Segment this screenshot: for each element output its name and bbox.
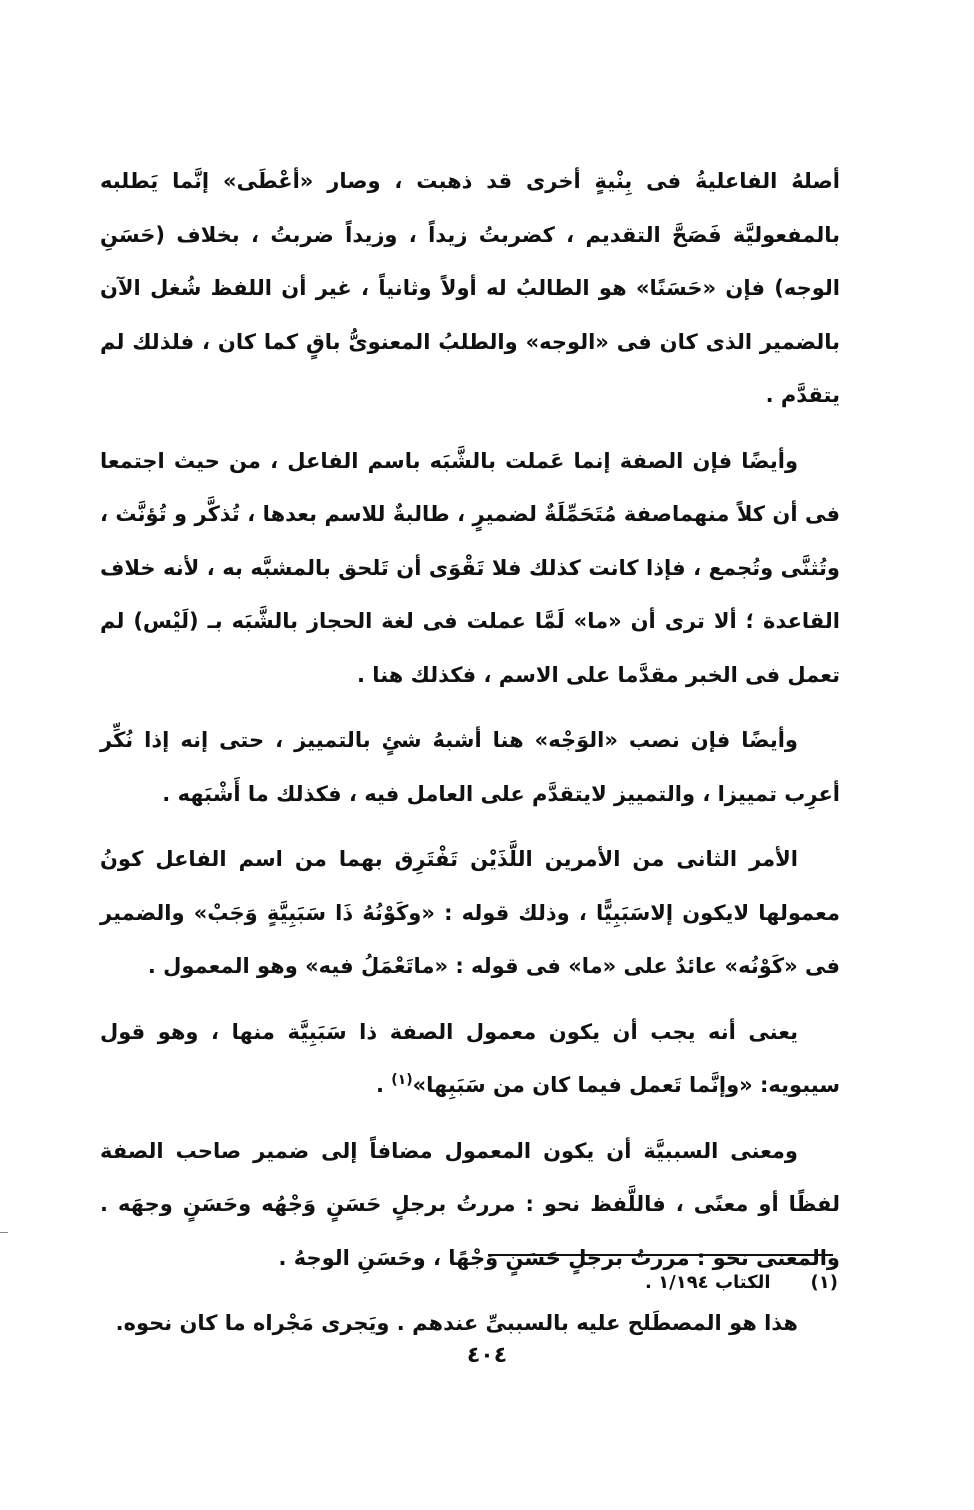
footnote-divider bbox=[488, 1254, 833, 1256]
main-text bbox=[100, 155, 840, 1363]
paragraph-4: الأمر الثانى من الأمرين اللَّذَيْن تَفْتَرِق بهما من اسم الفاعل كونُ معمولها لايكون إلاسَبَبِيًّا ، وذلك قوله : «وكَوْنُهُ ذَا سَبَبِيَّةٍ وَجَبْ» والضمير فى «كَوْنُه» عائدٌ على «ما» فى قوله : «ماتَعْمَلُ فيه» وهو المعمول . bbox=[100, 847, 840, 978]
footnote-reference[interactable]: (١) bbox=[391, 1072, 413, 1088]
paragraph-3: وأيضًا فإن نصب «الوَجْه» هنا أشبهُ شئٍ بالتمييز ، حتى إنه إذا نُكِّر أعرِب تمييزا ، والتمييز لايتقدَّم على العامل فيه ، فكذلك ما أَشْبَهه . bbox=[100, 728, 840, 806]
page-number: ٤٠٤ bbox=[466, 1343, 508, 1368]
paragraph-6: ومعنى السببيَّة أن يكون المعمول مضافاً إلى ضمير صاحب الصفة لفظًا أو معنًى ، فاللَّفظ نحو : مررتُ برجلٍ حَسَنٍ وَجْهُه وحَسَنٍ وجهَه . والمعنى نحو : مررتُ برجلٍ حَسَنٍ وَجْهًا ، وحَسَنِ الوجهُ . bbox=[100, 1138, 840, 1270]
footnote-text: الكتاب ١/١٩٤ . bbox=[645, 1272, 771, 1293]
scan-mark bbox=[0, 1232, 8, 1233]
paragraph-5-end: . bbox=[375, 1073, 392, 1097]
paragraph-5-text: يعنى أنه يجب أن يكون معمول الصفة ذا سَبَبِيَّة منها ، وهو قول سيبويه: «وإنَّما تَعمل فيما كان من سَبَبِها» bbox=[100, 1019, 840, 1097]
footnote-mark: (١) bbox=[810, 1272, 838, 1293]
paragraph-5 bbox=[100, 1006, 840, 1113]
paragraph-1: أصلهُ الفاعليةُ فى بِنْيةٍ أخرى قد ذهبت ، وصار «أعْطَى» إنَّما يَطلبه بالمفعوليَّة فَصَحَّ التقديم ، كضربتُ زيداً ، وزيداً ضربتُ ، بخلاف (حَسَنِ الوجه) فإن «حَسَنًا» هو الطالبُ له أولاً وثانياً ، غير أن اللفظ شُغل الآن بالضمير الذى كان فى «الوجه» والطلبُ المعنوىُّ باقٍ كما كان ، فلذلك لم يتقدَّم . bbox=[100, 169, 840, 407]
paragraph-2: وأيضًا فإن الصفة إنما عَملت بالشَّبَه باسم الفاعل ، من حيث اجتمعا فى أن كلاً منهماصفة مُتَحَمِّلَةٌ لضميرٍ ، طالبةٌ للاسم بعدها ، تُذكَّر و تُؤنَّث ، وتُثنَّى وتُجمع ، فإذا كانت كذلك فلا تَقْوَى أن تَلحق بالمشبَّه به ، لأنه خلاف القاعدة ؛ ألا ترى أن «ما» لَمَّا عملت فى لغة الحجاز بالشَّبَه بـ (لَيْس) لم تعمل فى الخبر مقدَّما على الاسم ، فكذلك هنا . bbox=[100, 448, 840, 687]
footnote bbox=[480, 1268, 838, 1298]
paragraph-7: هذا هو المصطَلح عليه بالسببىِّ عندهم . ويَجرى مَجْراه ما كان نحوه. bbox=[115, 1311, 798, 1335]
